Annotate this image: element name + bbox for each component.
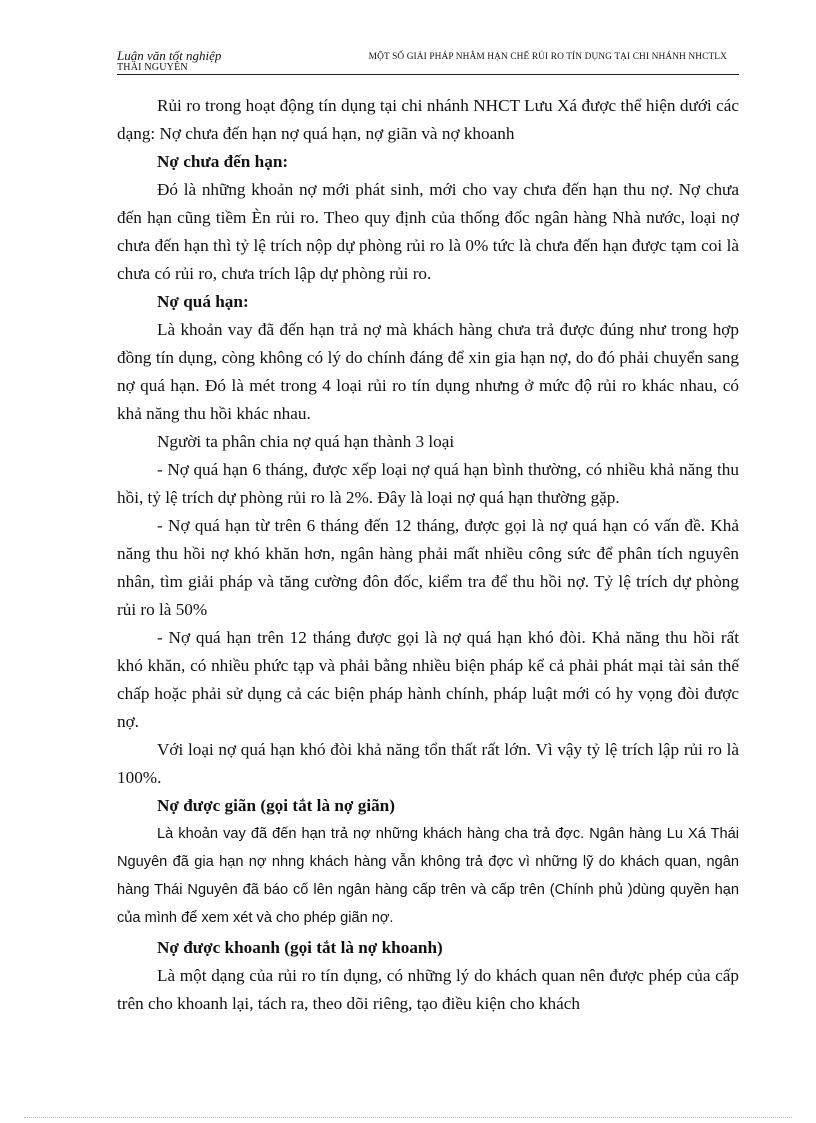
extended-paragraph: Là khoản vay đã đến hạn trả nợ những khách hàng cha trả đợc. Ngân hàng Lu Xá Thái Nguyên đã gia hạn nợ nhng khách hàng vẫn không trả đợc vì những lỹ do khách quan, ngân hàng Thái Nguyên đã báo cố lên ngân hàng cấp trên và cấp trên (Chính phủ )dùng quyền hạn của mình để xem xét và cho phép giãn nợ. [117,826,739,926]
page-header [117,48,739,76]
page-bottom-border [24,1117,792,1118]
header-left [117,50,221,74]
not-due-paragraph: Đó là những khoản nợ mới phát sinh, mới cho vay chưa đến hạn thu nợ. Nợ chưa đến hạn cũng tiềm Èn rủi ro. Theo quy định của thống đốc ngân hàng Nhà nước, loại nợ chưa đến hạn thì tỷ lệ trích nộp dự phòng rủi ro là 0% tức là chưa đến hạn được tạm coi là chưa có rủi ro, chưa trích lập dự phòng rủi ro. [117,180,739,283]
header-thesis-label: Luận văn tốt nghiệp [117,48,222,63]
intro-paragraph: Rủi ro trong hoạt động tín dụng tại chi nhánh NHCT Lưu Xá được thể hiện dưới các dạng: Nợ chưa đến hạn nợ quá hạn, nợ giãn và nợ khoanh [117,96,739,143]
overdue-type-2: - Nợ quá hạn từ trên 6 tháng đến 12 tháng, được gọi là nợ quá hạn có vấn đề. Khả năng thu hồi nợ khó khăn hơn, ngân hàng phải mất nhiều công sức để phân tích nguyên nhân, tìm giải pháp và tăng cường đôn đốc, kiểm tra để thu hồi nợ. Tỷ lệ trích dự phòng rủi ro là 50% [117,516,739,619]
header-rule [117,74,739,75]
header-location: THÁI NGUYÊN [117,62,188,73]
heading-extended: Nợ được giãn (gọi tắt là nợ giãn) [157,796,395,815]
heading-not-due: Nợ chưa đến hạn: [157,152,289,171]
bad-debt-paragraph: Với loại nợ quá hạn khó đòi khả năng tổn thất rất lớn. Vì vậy tỷ lệ trích lập rủi ro là 100%. [117,740,739,787]
overdue-type-1: - Nợ quá hạn 6 tháng, được xếp loại nợ quá hạn bình thường, có nhiều khả năng thu hồi, tỷ lệ trích dự phòng rủi ro là 2%. Đây là loại nợ quá hạn thường gặp. [117,460,739,507]
classify-paragraph: Người ta phân chia nợ quá hạn thành 3 loại [157,432,455,451]
frozen-paragraph: Là một dạng của rủi ro tín dụng, có những lý do khách quan nên được phép của cấp trên cho khoanh lại, tách ra, theo dõi riêng, tạo điều kiện cho khách [117,966,739,1013]
document-body [117,92,739,1018]
overdue-type-3: - Nợ quá hạn trên 12 tháng được gọi là nợ quá hạn khó đòi. Khả năng thu hồi rất khó khăn, có nhiều phức tạp và phải bằng nhiều biện pháp kể cả phải phát mại tài sản thế chấp hoặc phải sử dụng cả các biện pháp hành chính, pháp luật mới có hy vọng đòi được nợ. [117,628,739,731]
overdue-paragraph: Là khoản vay đã đến hạn trả nợ mà khách hàng chưa trả được đúng như trong hợp đồng tín dụng, còng không có lý do chính đáng để xin gia hạn nợ, do đó phải chuyển sang nợ quá hạn. Đó là mét trong 4 loại rủi ro tín dụng nhưng ở mức độ rủi ro khác nhau, có khả năng thu hồi khác nhau. [117,320,739,423]
heading-frozen: Nợ được khoanh (gọi tắt là nợ khoanh) [157,938,443,957]
header-document-title: MỘT SỐ GIẢI PHÁP NHẰM HẠN CHẾ RỦI RO TÍN DỤNG TẠI CHI NHÁNH NHCTLX [368,52,727,62]
heading-overdue: Nợ quá hạn: [157,292,249,311]
